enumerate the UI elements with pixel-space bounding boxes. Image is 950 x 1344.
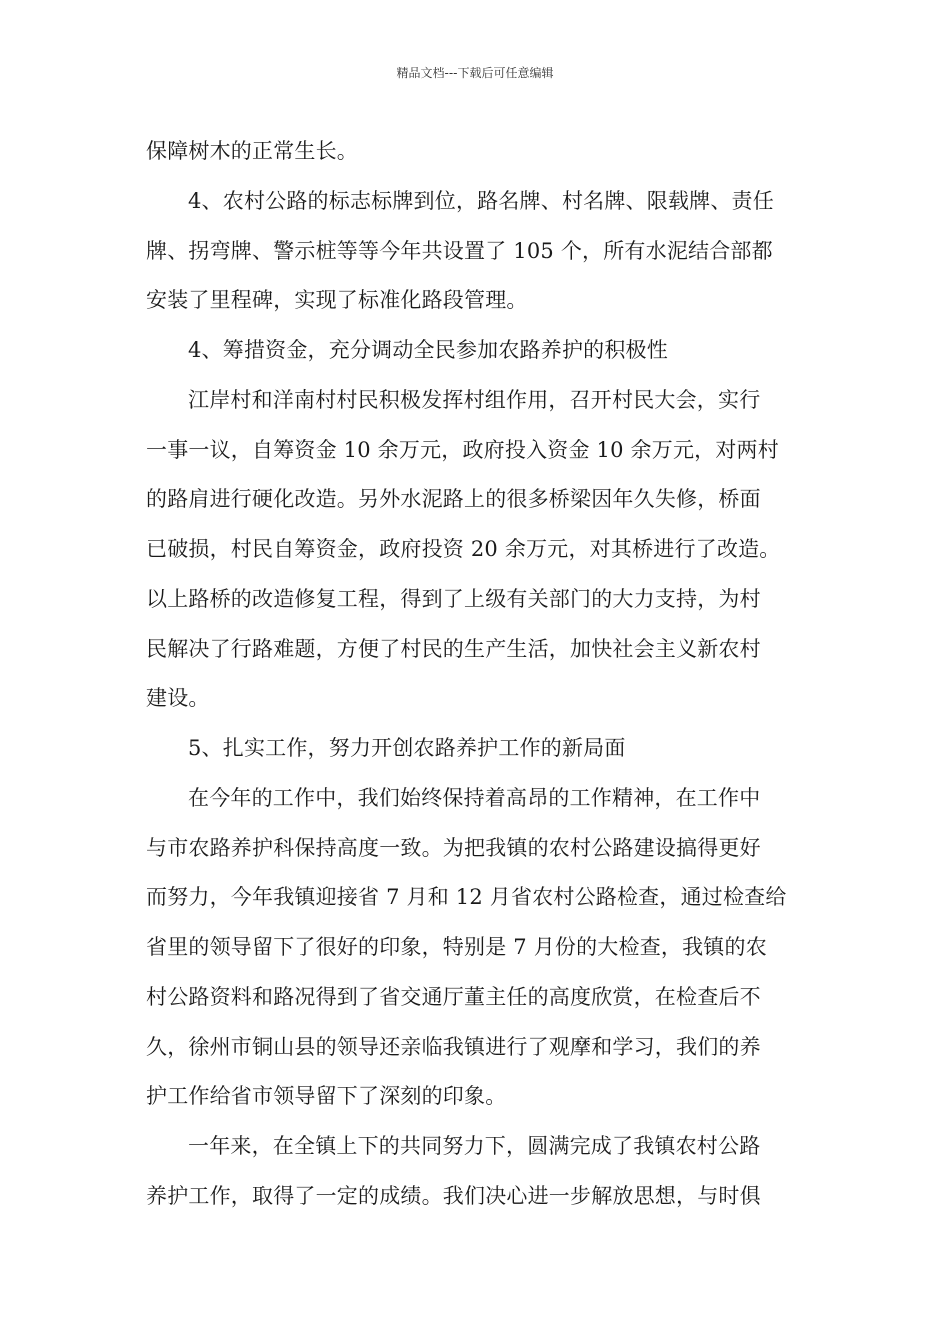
body-line: 以上路桥的改造修复工程，得到了上级有关部门的大力支持，为村	[146, 587, 761, 611]
body-line: 牌、拐弯牌、警示桩等等今年共设置了 105 个，所有水泥结合部都	[146, 239, 773, 263]
section-heading: 5、扎实工作，努力开创农路养护工作的新局面	[188, 736, 626, 760]
body-line: 与市农路养护科保持高度一致。为把我镇的农村公路建设搞得更好	[146, 836, 761, 860]
body-line: 已破损，村民自筹资金，政府投资 20 余万元，对其桥进行了改造。	[146, 537, 781, 561]
body-line: 4、农村公路的标志标牌到位，路名牌、村名牌、限载牌、责任	[188, 189, 774, 213]
body-line: 一年来，在全镇上下的共同努力下，圆满完成了我镇农村公路	[188, 1134, 761, 1158]
body-line: 省里的领导留下了很好的印象，特别是 7 月份的大检查，我镇的农	[146, 935, 767, 959]
body-line: 保障树木的正常生长。	[146, 139, 358, 163]
body-line: 江岸村和洋南村村民积极发挥村组作用，召开村民大会，实行	[188, 388, 761, 412]
body-line: 一事一议，自筹资金 10 余万元，政府投入资金 10 余万元，对两村	[146, 438, 779, 462]
body-line: 而努力，今年我镇迎接省 7 月和 12 月省农村公路检查，通过检查给	[146, 885, 787, 909]
body-line: 民解决了行路难题，方便了村民的生产生活，加快社会主义新农村	[146, 637, 761, 661]
body-line: 安装了里程碑，实现了标准化路段管理。	[146, 288, 528, 312]
body-line: 久，徐州市铜山县的领导还亲临我镇进行了观摩和学习，我们的养	[146, 1035, 761, 1059]
body-line: 的路肩进行硬化改造。另外水泥路上的很多桥梁因年久失修，桥面	[146, 487, 761, 511]
body-line: 在今年的工作中，我们始终保持着高昂的工作精神，在工作中	[188, 786, 761, 810]
body-line: 村公路资料和路况得到了省交通厅董主任的高度欣赏，在检查后不	[146, 985, 761, 1009]
body-line: 护工作给省市领导留下了深刻的印象。	[146, 1084, 507, 1108]
section-heading: 4、筹措资金，充分调动全民参加农路养护的积极性	[188, 338, 668, 362]
page-header: 精品文档---下载后可任意编辑	[396, 66, 554, 80]
body-line: 养护工作，取得了一定的成绩。我们决心进一步解放思想，与时俱	[146, 1184, 761, 1208]
body-line: 建设。	[146, 686, 210, 710]
